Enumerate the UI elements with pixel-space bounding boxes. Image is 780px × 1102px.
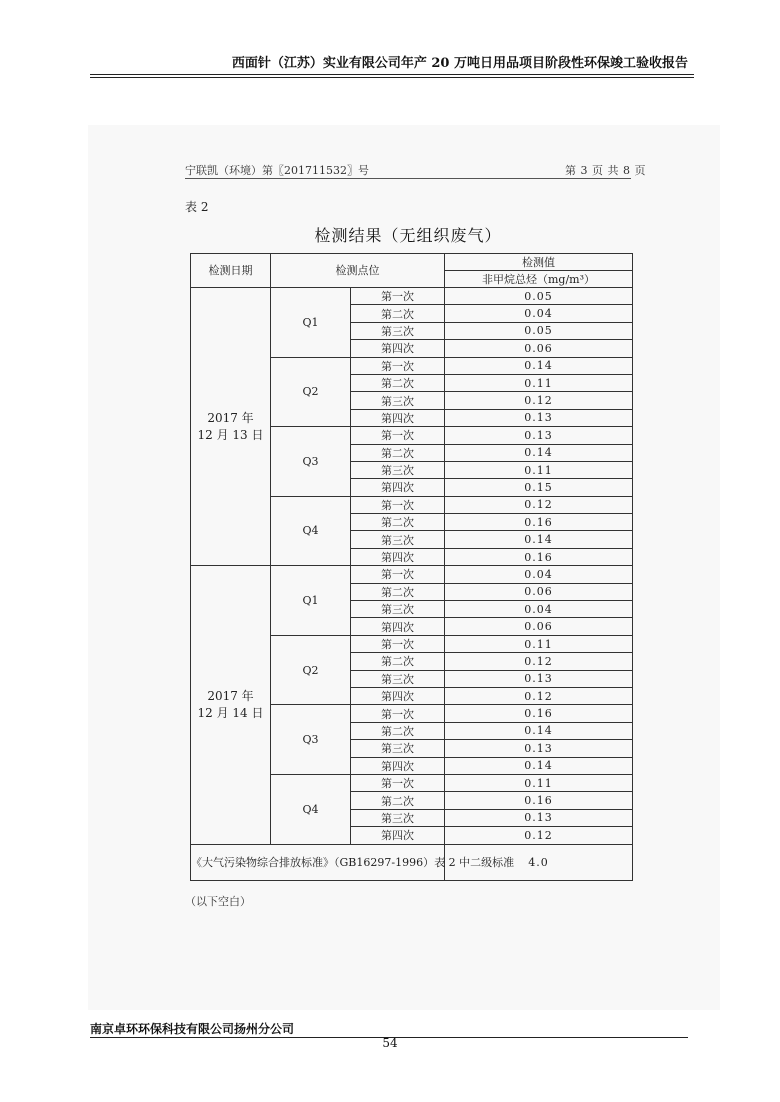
sample-value: 0.12 xyxy=(445,496,633,513)
sample-value: 0.16 xyxy=(445,548,633,565)
sample-label: 第四次 xyxy=(351,757,445,774)
sample-value: 0.12 xyxy=(445,827,633,844)
sample-value: 0.04 xyxy=(445,305,633,322)
point-cell: Q3 xyxy=(271,427,351,497)
blank-below-note: （以下空白） xyxy=(185,895,251,908)
meta-rule xyxy=(185,178,631,179)
results-body xyxy=(191,288,633,845)
sample-label: 第四次 xyxy=(351,827,445,844)
sample-value: 0.05 xyxy=(445,288,633,305)
sample-value: 0.06 xyxy=(445,340,633,357)
sample-value: 0.13 xyxy=(445,670,633,687)
sample-value: 0.16 xyxy=(445,792,633,809)
sample-value: 0.14 xyxy=(445,444,633,461)
date-cell xyxy=(191,566,271,844)
sample-label: 第三次 xyxy=(351,322,445,339)
header-rule-secondary xyxy=(90,77,694,78)
sample-label: 第一次 xyxy=(351,357,445,374)
table-row xyxy=(191,566,633,583)
sample-value: 0.13 xyxy=(445,740,633,757)
sample-value: 0.11 xyxy=(445,374,633,391)
sample-value: 0.12 xyxy=(445,653,633,670)
sample-value: 0.16 xyxy=(445,514,633,531)
sample-value: 0.12 xyxy=(445,687,633,704)
date-day: 12 月 14 日 xyxy=(197,705,264,720)
point-cell: Q2 xyxy=(271,635,351,705)
sample-label: 第四次 xyxy=(351,687,445,704)
sample-label: 第四次 xyxy=(351,409,445,426)
table-caption: 表 2 xyxy=(185,200,209,214)
sample-value: 0.14 xyxy=(445,531,633,548)
report-header-title: 西面针（江苏）实业有限公司年产 20 万吨日用品项目阶段性环保竣工验收报告 xyxy=(231,56,688,71)
sample-value: 0.06 xyxy=(445,583,633,600)
sample-label: 第三次 xyxy=(351,809,445,826)
sample-value: 0.14 xyxy=(445,357,633,374)
point-cell: Q4 xyxy=(271,496,351,566)
sample-value: 0.11 xyxy=(445,635,633,652)
sample-label: 第一次 xyxy=(351,288,445,305)
sample-label: 第一次 xyxy=(351,496,445,513)
table-title: 检测结果（无组织废气） xyxy=(314,226,502,245)
date-year: 2017 年 xyxy=(207,688,254,703)
standard-label: 《大气污染物综合排放标准》（GB16297-1996）表 2 中二级标准 xyxy=(191,844,445,880)
sample-label: 第一次 xyxy=(351,427,445,444)
point-cell: Q1 xyxy=(271,566,351,636)
sample-value: 0.13 xyxy=(445,427,633,444)
header-value: 检测值 xyxy=(445,254,633,271)
date-year: 2017 年 xyxy=(207,410,254,425)
sample-value: 0.04 xyxy=(445,566,633,583)
sample-value: 0.05 xyxy=(445,322,633,339)
standard-value: 4.0 xyxy=(445,844,633,880)
sample-value: 0.13 xyxy=(445,809,633,826)
sample-value: 0.06 xyxy=(445,618,633,635)
sample-label: 第一次 xyxy=(351,566,445,583)
point-cell: Q2 xyxy=(271,357,351,427)
sample-label: 第四次 xyxy=(351,548,445,565)
header-parameter: 非甲烷总烃（mg/m³） xyxy=(445,271,633,288)
table-row xyxy=(191,288,633,305)
sample-label: 第三次 xyxy=(351,670,445,687)
results-table xyxy=(190,253,633,881)
date-cell xyxy=(191,288,271,566)
sample-label: 第三次 xyxy=(351,601,445,618)
date-day: 12 月 13 日 xyxy=(197,427,264,442)
point-cell: Q4 xyxy=(271,774,351,844)
header-date: 检测日期 xyxy=(191,254,271,288)
footer-company: 南京卓环环保科技有限公司扬州分公司 xyxy=(90,1022,295,1036)
sample-label: 第一次 xyxy=(351,635,445,652)
sample-label: 第三次 xyxy=(351,461,445,478)
sample-value: 0.15 xyxy=(445,479,633,496)
sample-label: 第四次 xyxy=(351,340,445,357)
page-number: 54 xyxy=(382,1036,398,1050)
document-page-info: 第 3 页 共 8 页 xyxy=(565,164,646,177)
sample-value: 0.11 xyxy=(445,461,633,478)
sample-label: 第三次 xyxy=(351,740,445,757)
sample-label: 第三次 xyxy=(351,392,445,409)
sample-label: 第二次 xyxy=(351,374,445,391)
sample-value: 0.14 xyxy=(445,722,633,739)
sample-value: 0.13 xyxy=(445,409,633,426)
sample-label: 第二次 xyxy=(351,792,445,809)
sample-label: 第一次 xyxy=(351,774,445,791)
sample-value: 0.16 xyxy=(445,705,633,722)
point-cell: Q1 xyxy=(271,288,351,358)
sample-label: 第二次 xyxy=(351,583,445,600)
sample-label: 第四次 xyxy=(351,618,445,635)
sample-value: 0.14 xyxy=(445,757,633,774)
sample-label: 第二次 xyxy=(351,514,445,531)
sample-label: 第二次 xyxy=(351,305,445,322)
sample-value: 0.12 xyxy=(445,392,633,409)
sample-label: 第四次 xyxy=(351,479,445,496)
sample-label: 第二次 xyxy=(351,653,445,670)
point-cell: Q3 xyxy=(271,705,351,775)
sample-value: 0.04 xyxy=(445,601,633,618)
sample-label: 第二次 xyxy=(351,444,445,461)
document-reference-number: 宁联凯（环境）第〖201711532〗号 xyxy=(185,164,369,177)
sample-label: 第一次 xyxy=(351,705,445,722)
header-location: 检测点位 xyxy=(271,254,445,288)
sample-label: 第三次 xyxy=(351,531,445,548)
sample-value: 0.11 xyxy=(445,774,633,791)
header-rule xyxy=(90,74,694,75)
sample-label: 第二次 xyxy=(351,722,445,739)
